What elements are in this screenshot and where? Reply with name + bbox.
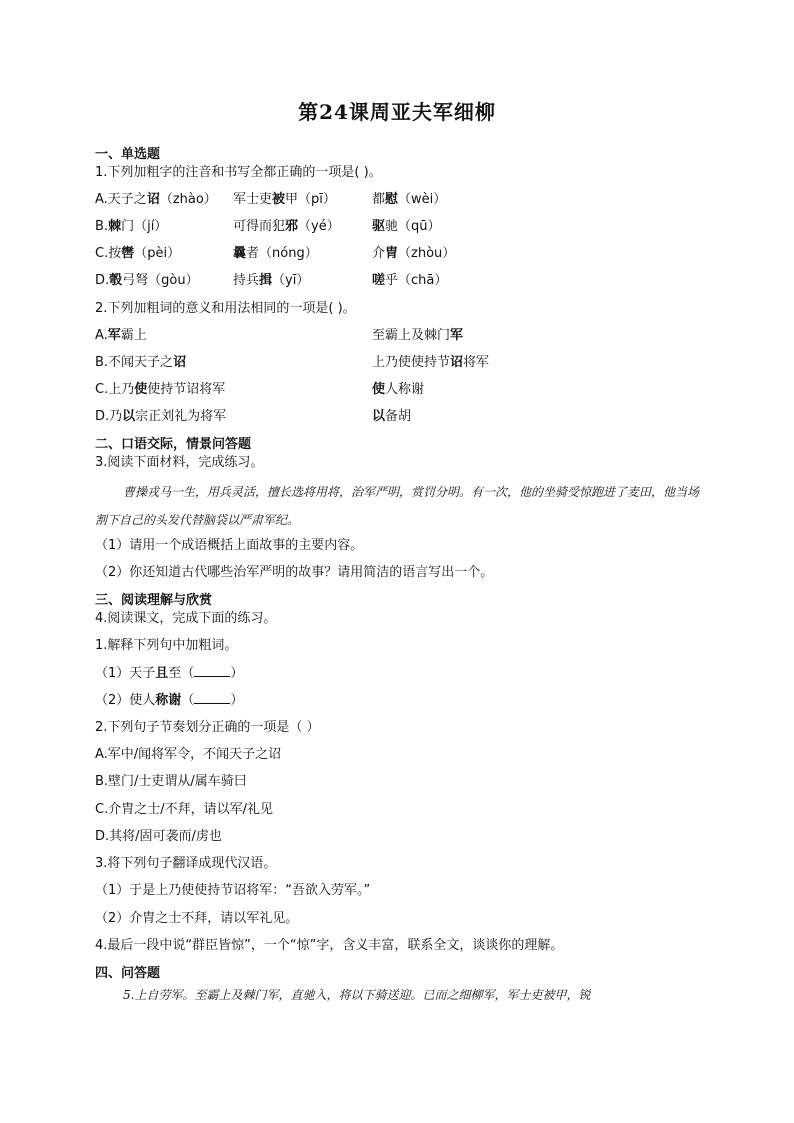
q1-option-d3: 嗟乎（chā）: [372, 273, 448, 288]
q3-passage: 曹操戎马一生，用兵灵活，擅长选将用将，治军严明，赏罚分明。有一次，他的坐骑受惊跑进了麦田，他当场割下自己的头发代替脑袋以严肃军纪。: [95, 485, 700, 527]
q1-option-a1: A.天子之诏（zhào）: [95, 192, 217, 207]
q2-option-d1: D.乃以宗正刘礼为将军: [95, 409, 227, 424]
q1-option-c2: 曩者（nóng）: [233, 246, 318, 261]
q3-sub2: （2）你还知道古代哪些治军严明的故事？请用简洁的语言写出一个。: [95, 565, 494, 580]
q4-part3: 3.将下列句子翻译成现代汉语。: [95, 856, 277, 871]
q3-stem: 3.阅读下面材料，完成练习。: [95, 455, 264, 470]
section-heading-2: 二、口语交际，情景问答题: [95, 437, 252, 452]
q4-part3-item2: （2）介胄之士不拜，请以军礼见。: [95, 911, 299, 926]
q5-passage: 5.上自劳军。至霸上及棘门军，直驰入，将以下骑送迎。已而之细柳军，军士吏被甲，锐: [123, 988, 591, 1002]
q1-stem: 1.下列加粗字的注音和书写全都正确的一项是( )。: [95, 165, 382, 180]
q2-option-a1: A.军霸上: [95, 328, 147, 343]
q4-part1: 1.解释下列句中加粗词。: [95, 638, 238, 653]
q4-part2-option-a: A.军中/闻将军令，不闻天子之诏: [95, 747, 282, 762]
q2-stem: 2.下列加粗词的意义和用法相同的一项是( )。: [95, 301, 356, 316]
q1-option-a2: 军士吏被甲（pī）: [233, 192, 336, 207]
q4-part3-item1: （1）于是上乃使使持节诏将军：“吾欲入劳军。”: [95, 883, 371, 898]
page-title: 第24课周亚夫军细柳: [298, 100, 496, 124]
section-heading-3: 三、阅读理解与欣赏: [95, 593, 213, 608]
q2-option-d2: 以备胡: [372, 409, 412, 424]
q1-option-d2: 持兵揖（yī）: [233, 273, 310, 288]
q4-part2-option-d: D.其将/固可袭而/虏也: [95, 829, 222, 844]
q2-option-b1: B.不闻天子之诏: [95, 355, 187, 370]
q2-option-c1: C.上乃使使持节诏将军: [95, 382, 226, 397]
q1-option-a3: 都慰（wèi）: [372, 192, 447, 207]
q2-option-a2: 至霸上及棘门军: [372, 328, 464, 343]
q4-part2-option-c: C.介胄之士/不拜，请以军/礼见: [95, 802, 273, 817]
answer-blank[interactable]: [194, 691, 230, 704]
q1-option-d1: D.彀弓弩（gòu）: [95, 273, 199, 288]
answer-blank[interactable]: [194, 664, 230, 677]
q2-option-c2: 使人称谢: [372, 382, 425, 397]
q1-option-b2: 可得而犯邪（yé）: [233, 219, 340, 234]
q4-part1-item2: （2）使人称谢（ ）: [95, 693, 244, 708]
q2-option-b2: 上乃使使持节诏将军: [372, 355, 490, 370]
q1-option-b3: 驱驰（qū）: [372, 219, 441, 234]
section-heading-1: 一、单选题: [95, 147, 161, 162]
q3-sub1: （1）请用一个成语概括上面故事的主要内容。: [95, 538, 364, 553]
q4-part4: 4.最后一段中说“群臣皆惊”，一个“惊”字，含义丰富，联系全文，谈谈你的理解。: [95, 938, 564, 953]
q1-option-b1: B.棘门（jí）: [95, 219, 168, 234]
q4-part2: 2.下列句子节奏划分正确的一项是（ ）: [95, 720, 320, 735]
q4-part2-option-b: B.壁门/士吏谓从/属车骑曰: [95, 774, 247, 789]
q1-option-c1: C.按辔（pèi）: [95, 246, 181, 261]
q4-part1-item1: （1）天子且至（ ）: [95, 666, 244, 681]
q4-stem: 4.阅读课文，完成下面的练习。: [95, 611, 277, 626]
q1-option-c3: 介胄（zhòu）: [372, 246, 456, 261]
section-heading-4: 四、问答题: [95, 966, 161, 981]
